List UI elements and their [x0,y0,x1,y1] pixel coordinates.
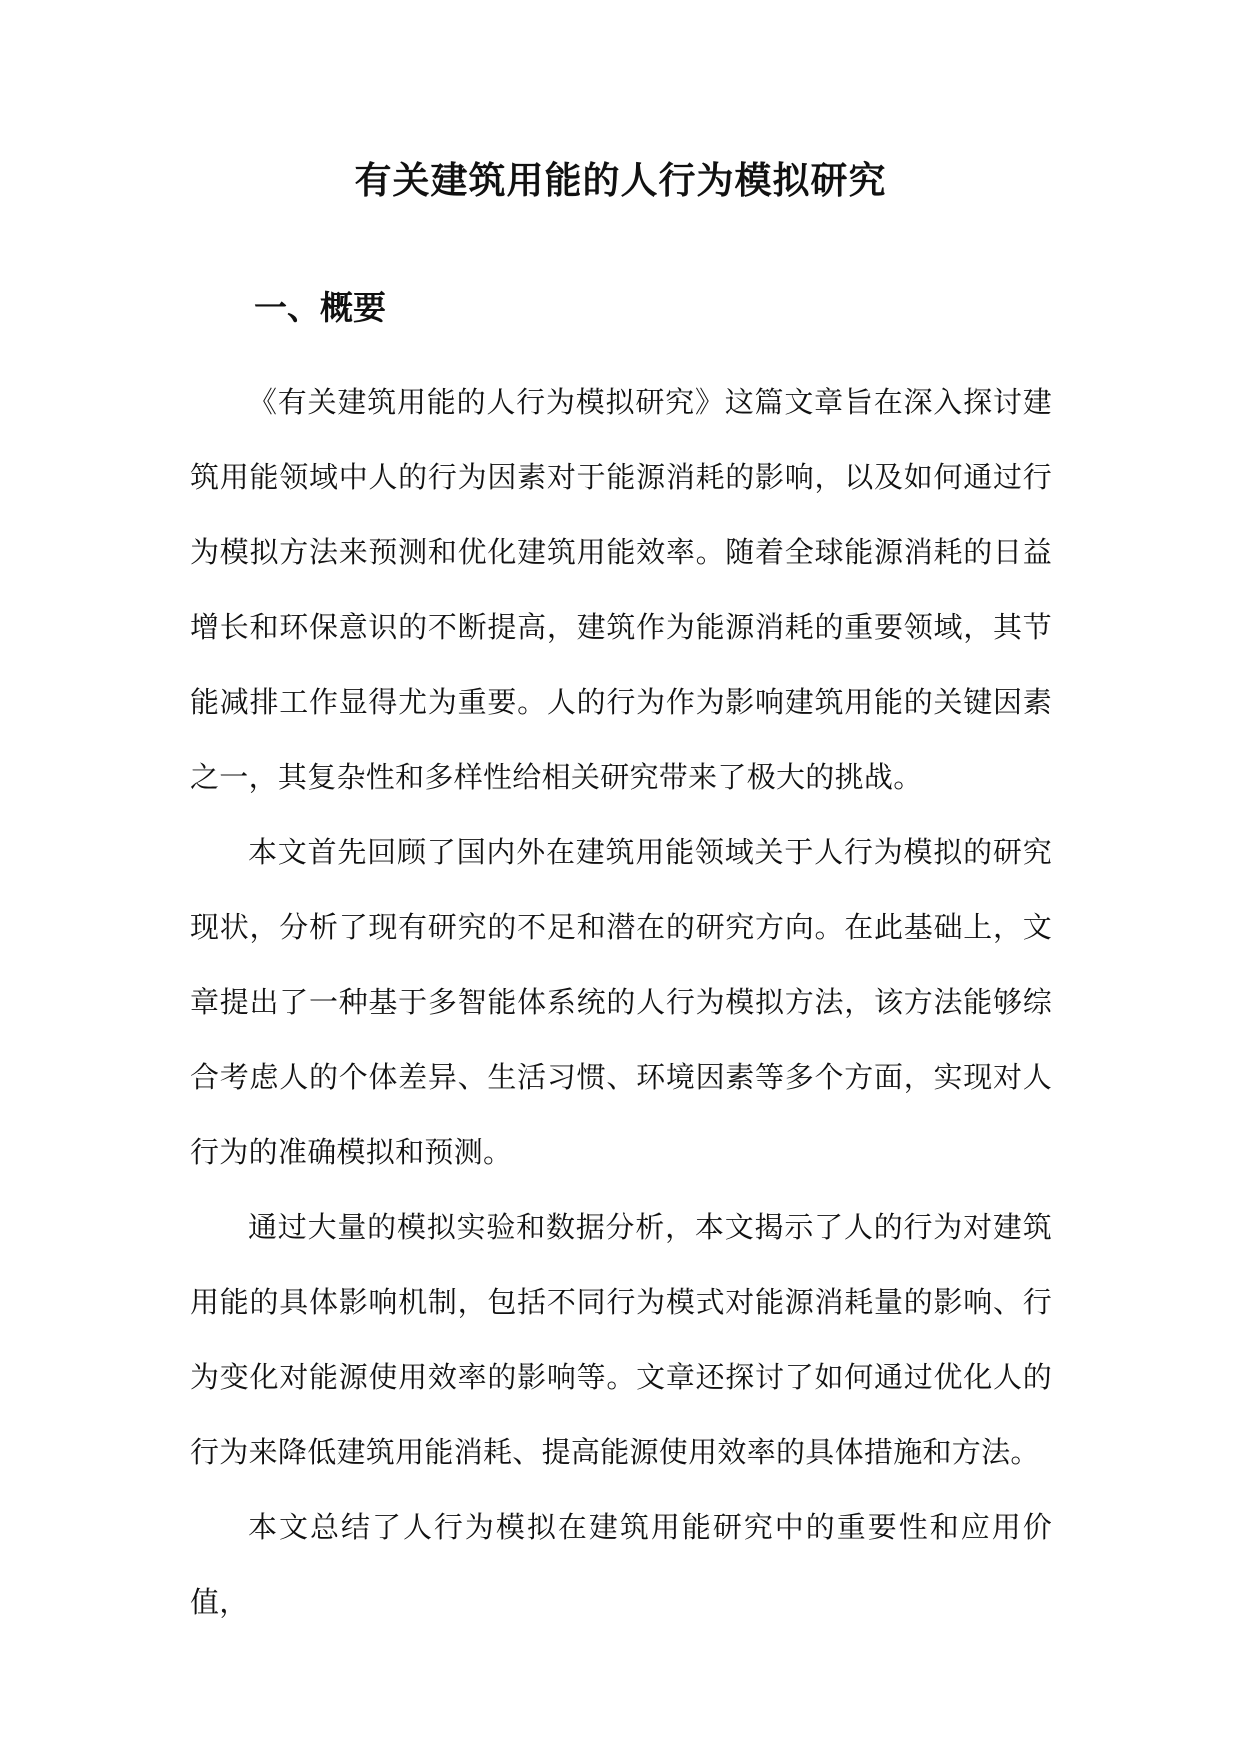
body-text [190,365,1052,1640]
paragraph-1: 《有关建筑用能的人行为模拟研究》这篇文章旨在深入探讨建筑用能领域中人的行为因素对于能源消耗的影响，以及如何通过行为模拟方法来预测和优化建筑用能效率。随着全球能源消耗的日益增长和环保意识的不断提高，建筑作为能源消耗的重要领域，其节能减排工作显得尤为重要。人的行为作为影响建筑用能的关键因素之一，其复杂性和多样性给相关研究带来了极大的挑战。 [190,385,1052,794]
paragraph-3: 通过大量的模拟实验和数据分析，本文揭示了人的行为对建筑用能的具体影响机制，包括不同行为模式对能源消耗量的影响、行为变化对能源使用效率的影响等。文章还探讨了如何通过优化人的行为来降低建筑用能消耗、提高能源使用效率的具体措施和方法。 [190,1210,1052,1469]
document-title: 有关建筑用能的人行为模拟研究 [354,158,887,202]
section-heading: 一、概要 [254,288,386,327]
paragraph-2: 本文首先回顾了国内外在建筑用能领域关于人行为模拟的研究现状，分析了现有研究的不足和潜在的研究方向。在此基础上，文章提出了一种基于多智能体系统的人行为模拟方法，该方法能够综合考虑人的个体差异、生活习惯、环境因素等多个方面，实现对人行为的准确模拟和预测。 [190,835,1052,1169]
paragraph-4: 本文总结了人行为模拟在建筑用能研究中的重要性和应用价值， [190,1510,1052,1619]
